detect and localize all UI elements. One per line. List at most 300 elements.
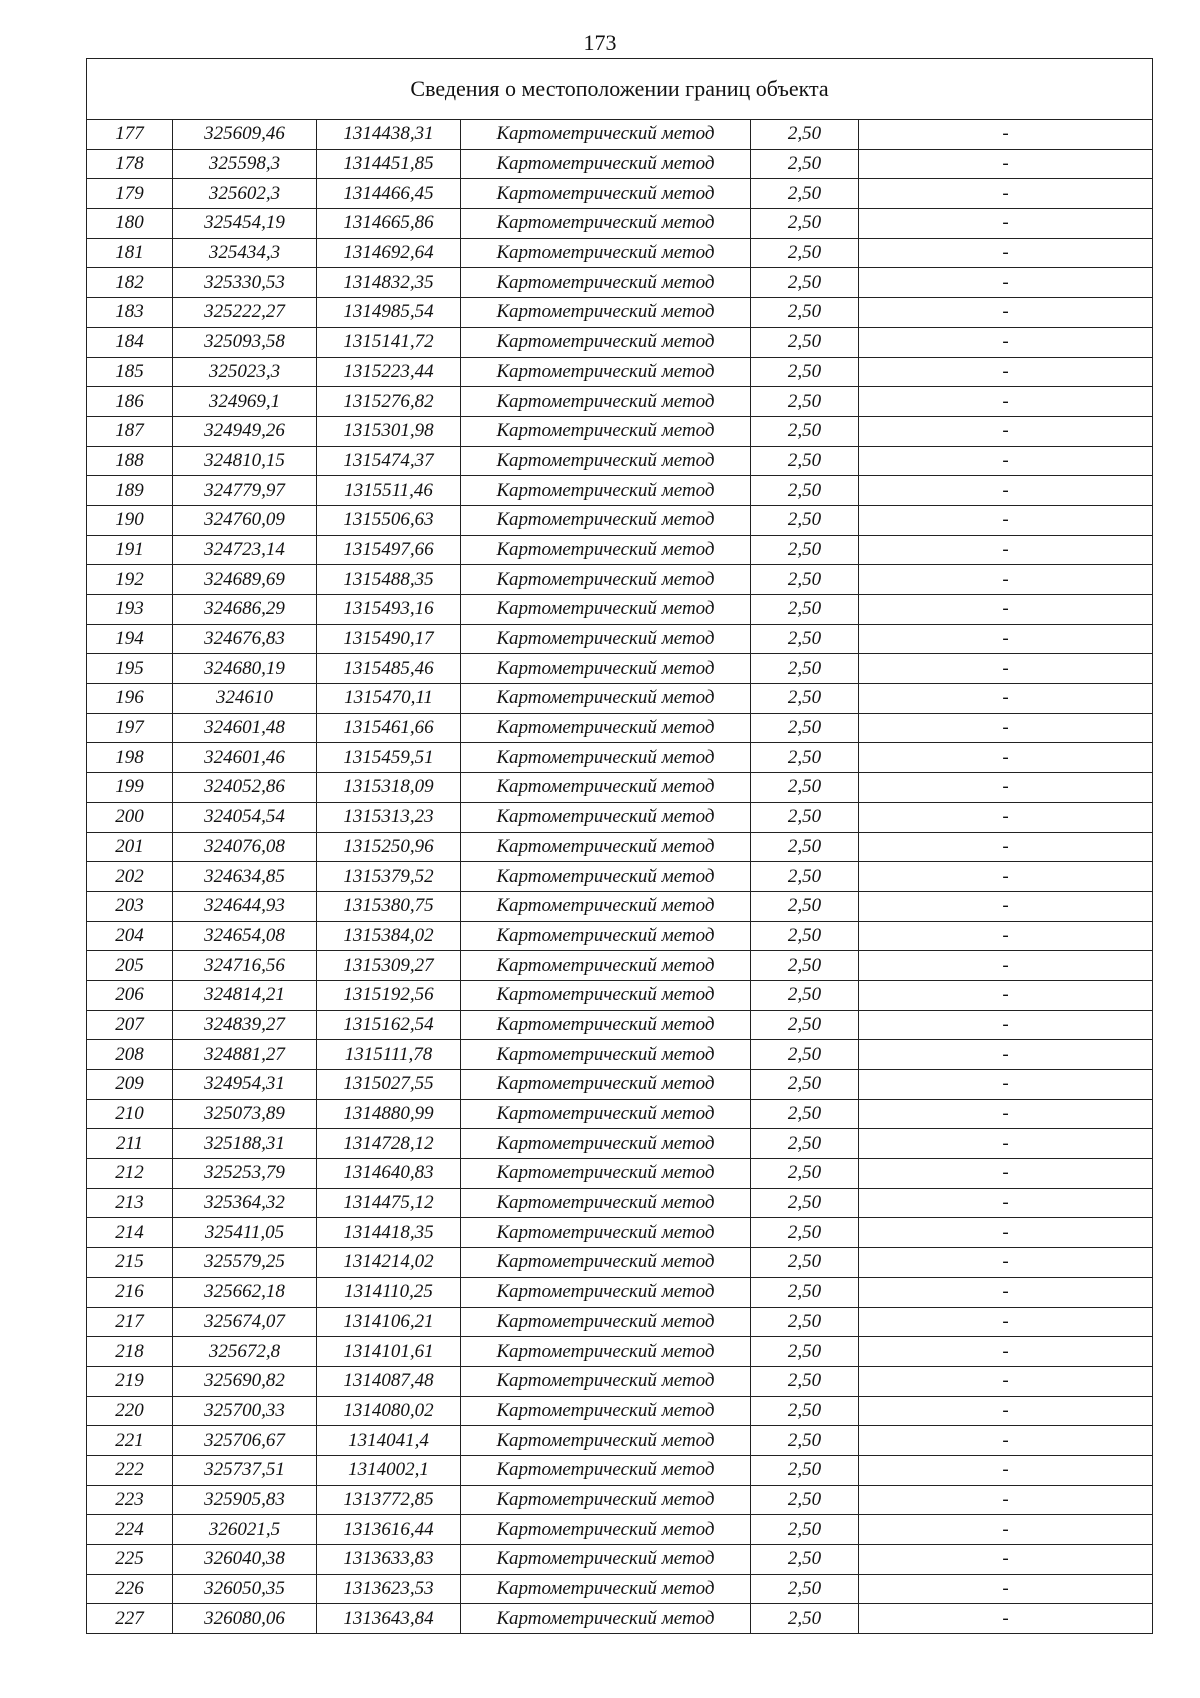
- method-cell: Картометрический метод: [461, 1129, 751, 1159]
- y-coordinate-cell: 1315511,46: [317, 476, 461, 506]
- y-coordinate-cell: 1314418,35: [317, 1218, 461, 1248]
- x-coordinate-cell: 325073,89: [173, 1099, 317, 1129]
- x-coordinate-cell: 325188,31: [173, 1129, 317, 1159]
- point-number-cell: 185: [87, 357, 173, 387]
- description-cell: -: [859, 980, 1153, 1010]
- point-number-cell: 196: [87, 684, 173, 714]
- point-number-cell: 216: [87, 1277, 173, 1307]
- x-coordinate-cell: 325330,53: [173, 268, 317, 298]
- y-coordinate-cell: 1315111,78: [317, 1040, 461, 1070]
- x-coordinate-cell: 325700,33: [173, 1396, 317, 1426]
- table-row: [87, 1099, 1153, 1129]
- x-coordinate-cell: 324676,83: [173, 624, 317, 654]
- table-row: [87, 1337, 1153, 1367]
- description-cell: -: [859, 624, 1153, 654]
- method-cell: Картометрический метод: [461, 1545, 751, 1575]
- point-number-cell: 187: [87, 416, 173, 446]
- x-coordinate-cell: 325598,3: [173, 149, 317, 179]
- point-number-cell: 180: [87, 209, 173, 239]
- accuracy-cell: 2,50: [751, 268, 859, 298]
- y-coordinate-cell: 1315485,46: [317, 654, 461, 684]
- y-coordinate-cell: 1315493,16: [317, 595, 461, 625]
- x-coordinate-cell: 324076,08: [173, 832, 317, 862]
- point-number-cell: 222: [87, 1455, 173, 1485]
- x-coordinate-cell: 324654,08: [173, 921, 317, 951]
- method-cell: Картометрический метод: [461, 505, 751, 535]
- y-coordinate-cell: 1315506,63: [317, 505, 461, 535]
- method-cell: Картометрический метод: [461, 179, 751, 209]
- accuracy-cell: 2,50: [751, 209, 859, 239]
- y-coordinate-cell: 1315223,44: [317, 357, 461, 387]
- y-coordinate-cell: 1315497,66: [317, 535, 461, 565]
- x-coordinate-cell: 324610: [173, 684, 317, 714]
- accuracy-cell: 2,50: [751, 387, 859, 417]
- x-coordinate-cell: 324723,14: [173, 535, 317, 565]
- x-coordinate-cell: 325905,83: [173, 1485, 317, 1515]
- point-number-cell: 210: [87, 1099, 173, 1129]
- point-number-cell: 199: [87, 773, 173, 803]
- accuracy-cell: 2,50: [751, 565, 859, 595]
- method-cell: Картометрический метод: [461, 327, 751, 357]
- table-row: [87, 684, 1153, 714]
- accuracy-cell: 2,50: [751, 1218, 859, 1248]
- accuracy-cell: 2,50: [751, 446, 859, 476]
- accuracy-cell: 2,50: [751, 1396, 859, 1426]
- x-coordinate-cell: 325434,3: [173, 238, 317, 268]
- x-coordinate-cell: 326050,35: [173, 1574, 317, 1604]
- table-row: [87, 951, 1153, 981]
- boundary-coordinates-table: [86, 58, 1153, 1634]
- x-coordinate-cell: 325706,67: [173, 1426, 317, 1456]
- method-cell: Картометрический метод: [461, 1337, 751, 1367]
- description-cell: -: [859, 1099, 1153, 1129]
- y-coordinate-cell: 1315384,02: [317, 921, 461, 951]
- y-coordinate-cell: 1315250,96: [317, 832, 461, 862]
- method-cell: Картометрический метод: [461, 802, 751, 832]
- y-coordinate-cell: 1314451,85: [317, 149, 461, 179]
- point-number-cell: 201: [87, 832, 173, 862]
- table-row: [87, 268, 1153, 298]
- accuracy-cell: 2,50: [751, 1485, 859, 1515]
- method-cell: Картометрический метод: [461, 1010, 751, 1040]
- x-coordinate-cell: 325672,8: [173, 1337, 317, 1367]
- x-coordinate-cell: 325662,18: [173, 1277, 317, 1307]
- point-number-cell: 189: [87, 476, 173, 506]
- y-coordinate-cell: 1314041,4: [317, 1426, 461, 1456]
- x-coordinate-cell: 324814,21: [173, 980, 317, 1010]
- description-cell: -: [859, 832, 1153, 862]
- table-row: [87, 654, 1153, 684]
- table-row: [87, 1426, 1153, 1456]
- y-coordinate-cell: 1315313,23: [317, 802, 461, 832]
- table-row: [87, 862, 1153, 892]
- method-cell: Картометрический метод: [461, 980, 751, 1010]
- accuracy-cell: 2,50: [751, 802, 859, 832]
- method-cell: Картометрический метод: [461, 1426, 751, 1456]
- description-cell: -: [859, 1396, 1153, 1426]
- y-coordinate-cell: 1315474,37: [317, 446, 461, 476]
- y-coordinate-cell: 1315027,55: [317, 1070, 461, 1100]
- table-row: [87, 832, 1153, 862]
- method-cell: Картометрический метод: [461, 209, 751, 239]
- y-coordinate-cell: 1315276,82: [317, 387, 461, 417]
- table-row: [87, 1485, 1153, 1515]
- x-coordinate-cell: 326021,5: [173, 1515, 317, 1545]
- x-coordinate-cell: 324686,29: [173, 595, 317, 625]
- accuracy-cell: 2,50: [751, 1040, 859, 1070]
- accuracy-cell: 2,50: [751, 624, 859, 654]
- table-row: [87, 120, 1153, 150]
- table-row: [87, 476, 1153, 506]
- table-row: [87, 1515, 1153, 1545]
- description-cell: -: [859, 1040, 1153, 1070]
- method-cell: Картометрический метод: [461, 1396, 751, 1426]
- table-row: [87, 1188, 1153, 1218]
- accuracy-cell: 2,50: [751, 238, 859, 268]
- description-cell: -: [859, 773, 1153, 803]
- accuracy-cell: 2,50: [751, 1277, 859, 1307]
- y-coordinate-cell: 1314640,83: [317, 1159, 461, 1189]
- table-row: [87, 921, 1153, 951]
- table-row: [87, 149, 1153, 179]
- accuracy-cell: 2,50: [751, 1159, 859, 1189]
- table-row: [87, 1248, 1153, 1278]
- point-number-cell: 207: [87, 1010, 173, 1040]
- y-coordinate-cell: 1314475,12: [317, 1188, 461, 1218]
- accuracy-cell: 2,50: [751, 149, 859, 179]
- y-coordinate-cell: 1315470,11: [317, 684, 461, 714]
- accuracy-cell: 2,50: [751, 416, 859, 446]
- method-cell: Картометрический метод: [461, 446, 751, 476]
- y-coordinate-cell: 1314466,45: [317, 179, 461, 209]
- y-coordinate-cell: 1313623,53: [317, 1574, 461, 1604]
- method-cell: Картометрический метод: [461, 1248, 751, 1278]
- description-cell: -: [859, 1455, 1153, 1485]
- description-cell: -: [859, 1426, 1153, 1456]
- description-cell: -: [859, 1574, 1153, 1604]
- method-cell: Картометрический метод: [461, 535, 751, 565]
- accuracy-cell: 2,50: [751, 327, 859, 357]
- description-cell: -: [859, 802, 1153, 832]
- method-cell: Картометрический метод: [461, 149, 751, 179]
- point-number-cell: 225: [87, 1545, 173, 1575]
- description-cell: -: [859, 357, 1153, 387]
- accuracy-cell: 2,50: [751, 743, 859, 773]
- accuracy-cell: 2,50: [751, 1070, 859, 1100]
- y-coordinate-cell: 1314106,21: [317, 1307, 461, 1337]
- y-coordinate-cell: 1313772,85: [317, 1485, 461, 1515]
- x-coordinate-cell: 324810,15: [173, 446, 317, 476]
- table-row: [87, 773, 1153, 803]
- table-row: [87, 179, 1153, 209]
- x-coordinate-cell: 325253,79: [173, 1159, 317, 1189]
- table-row: [87, 565, 1153, 595]
- point-number-cell: 203: [87, 891, 173, 921]
- point-number-cell: 186: [87, 387, 173, 417]
- accuracy-cell: 2,50: [751, 505, 859, 535]
- y-coordinate-cell: 1314087,48: [317, 1366, 461, 1396]
- point-number-cell: 218: [87, 1337, 173, 1367]
- x-coordinate-cell: 324760,09: [173, 505, 317, 535]
- x-coordinate-cell: 325674,07: [173, 1307, 317, 1337]
- table-row: [87, 1159, 1153, 1189]
- table-row: [87, 416, 1153, 446]
- description-cell: -: [859, 1188, 1153, 1218]
- y-coordinate-cell: 1315380,75: [317, 891, 461, 921]
- point-number-cell: 195: [87, 654, 173, 684]
- description-cell: -: [859, 1277, 1153, 1307]
- description-cell: -: [859, 565, 1153, 595]
- accuracy-cell: 2,50: [751, 1129, 859, 1159]
- point-number-cell: 177: [87, 120, 173, 150]
- table-row: [87, 357, 1153, 387]
- y-coordinate-cell: 1314692,64: [317, 238, 461, 268]
- point-number-cell: 182: [87, 268, 173, 298]
- accuracy-cell: 2,50: [751, 535, 859, 565]
- method-cell: Картометрический метод: [461, 773, 751, 803]
- point-number-cell: 179: [87, 179, 173, 209]
- y-coordinate-cell: 1314110,25: [317, 1277, 461, 1307]
- x-coordinate-cell: 325579,25: [173, 1248, 317, 1278]
- method-cell: Картометрический метод: [461, 1515, 751, 1545]
- description-cell: -: [859, 1248, 1153, 1278]
- method-cell: Картометрический метод: [461, 1188, 751, 1218]
- table-row: [87, 1307, 1153, 1337]
- description-cell: -: [859, 891, 1153, 921]
- x-coordinate-cell: 324839,27: [173, 1010, 317, 1040]
- point-number-cell: 213: [87, 1188, 173, 1218]
- table-row: [87, 802, 1153, 832]
- description-cell: -: [859, 387, 1153, 417]
- description-cell: -: [859, 654, 1153, 684]
- x-coordinate-cell: 324054,54: [173, 802, 317, 832]
- description-cell: -: [859, 209, 1153, 239]
- point-number-cell: 193: [87, 595, 173, 625]
- point-number-cell: 192: [87, 565, 173, 595]
- point-number-cell: 198: [87, 743, 173, 773]
- description-cell: -: [859, 862, 1153, 892]
- description-cell: -: [859, 743, 1153, 773]
- x-coordinate-cell: 324689,69: [173, 565, 317, 595]
- accuracy-cell: 2,50: [751, 1337, 859, 1367]
- accuracy-cell: 2,50: [751, 951, 859, 981]
- x-coordinate-cell: 325222,27: [173, 298, 317, 328]
- method-cell: Картометрический метод: [461, 832, 751, 862]
- description-cell: -: [859, 535, 1153, 565]
- x-coordinate-cell: 325364,32: [173, 1188, 317, 1218]
- point-number-cell: 206: [87, 980, 173, 1010]
- accuracy-cell: 2,50: [751, 1455, 859, 1485]
- table-title-row: [87, 59, 1153, 120]
- point-number-cell: 209: [87, 1070, 173, 1100]
- method-cell: Картометрический метод: [461, 1277, 751, 1307]
- x-coordinate-cell: 324644,93: [173, 891, 317, 921]
- description-cell: -: [859, 298, 1153, 328]
- table-row: [87, 505, 1153, 535]
- method-cell: Картометрический метод: [461, 1574, 751, 1604]
- method-cell: Картометрический метод: [461, 387, 751, 417]
- y-coordinate-cell: 1314438,31: [317, 120, 461, 150]
- description-cell: -: [859, 1337, 1153, 1367]
- accuracy-cell: 2,50: [751, 713, 859, 743]
- point-number-cell: 181: [87, 238, 173, 268]
- accuracy-cell: 2,50: [751, 476, 859, 506]
- description-cell: -: [859, 951, 1153, 981]
- method-cell: Картометрический метод: [461, 1366, 751, 1396]
- x-coordinate-cell: 326040,38: [173, 1545, 317, 1575]
- table-row: [87, 535, 1153, 565]
- x-coordinate-cell: 324601,48: [173, 713, 317, 743]
- table-row: [87, 1604, 1153, 1634]
- x-coordinate-cell: 324954,31: [173, 1070, 317, 1100]
- point-number-cell: 184: [87, 327, 173, 357]
- table-row: [87, 624, 1153, 654]
- method-cell: Картометрический метод: [461, 862, 751, 892]
- x-coordinate-cell: 325737,51: [173, 1455, 317, 1485]
- description-cell: -: [859, 595, 1153, 625]
- point-number-cell: 205: [87, 951, 173, 981]
- table-body: [87, 120, 1153, 1634]
- method-cell: Картометрический метод: [461, 921, 751, 951]
- accuracy-cell: 2,50: [751, 921, 859, 951]
- x-coordinate-cell: 326080,06: [173, 1604, 317, 1634]
- description-cell: -: [859, 120, 1153, 150]
- y-coordinate-cell: 1314214,02: [317, 1248, 461, 1278]
- table-row: [87, 1455, 1153, 1485]
- page-number: 173: [583, 30, 617, 55]
- point-number-cell: 226: [87, 1574, 173, 1604]
- y-coordinate-cell: 1315379,52: [317, 862, 461, 892]
- y-coordinate-cell: 1315490,17: [317, 624, 461, 654]
- point-number-cell: 220: [87, 1396, 173, 1426]
- method-cell: Картометрический метод: [461, 1070, 751, 1100]
- x-coordinate-cell: 324779,97: [173, 476, 317, 506]
- method-cell: Картометрический метод: [461, 1099, 751, 1129]
- accuracy-cell: 2,50: [751, 1099, 859, 1129]
- accuracy-cell: 2,50: [751, 1010, 859, 1040]
- accuracy-cell: 2,50: [751, 891, 859, 921]
- accuracy-cell: 2,50: [751, 120, 859, 150]
- accuracy-cell: 2,50: [751, 1248, 859, 1278]
- accuracy-cell: 2,50: [751, 1545, 859, 1575]
- accuracy-cell: 2,50: [751, 654, 859, 684]
- description-cell: -: [859, 1515, 1153, 1545]
- point-number-cell: 190: [87, 505, 173, 535]
- y-coordinate-cell: 1314985,54: [317, 298, 461, 328]
- table-row: [87, 891, 1153, 921]
- table-row: [87, 1070, 1153, 1100]
- accuracy-cell: 2,50: [751, 1307, 859, 1337]
- y-coordinate-cell: 1315192,56: [317, 980, 461, 1010]
- y-coordinate-cell: 1314080,02: [317, 1396, 461, 1426]
- table-row: [87, 1574, 1153, 1604]
- method-cell: Картометрический метод: [461, 120, 751, 150]
- table-row: [87, 1218, 1153, 1248]
- table-row: [87, 238, 1153, 268]
- y-coordinate-cell: 1315459,51: [317, 743, 461, 773]
- accuracy-cell: 2,50: [751, 1426, 859, 1456]
- description-cell: -: [859, 713, 1153, 743]
- accuracy-cell: 2,50: [751, 832, 859, 862]
- y-coordinate-cell: 1313616,44: [317, 1515, 461, 1545]
- accuracy-cell: 2,50: [751, 298, 859, 328]
- table-row: [87, 209, 1153, 239]
- x-coordinate-cell: 324949,26: [173, 416, 317, 446]
- point-number-cell: 217: [87, 1307, 173, 1337]
- x-coordinate-cell: 324969,1: [173, 387, 317, 417]
- description-cell: -: [859, 1129, 1153, 1159]
- method-cell: Картометрический метод: [461, 476, 751, 506]
- method-cell: Картометрический метод: [461, 624, 751, 654]
- method-cell: Картометрический метод: [461, 1604, 751, 1634]
- x-coordinate-cell: 324716,56: [173, 951, 317, 981]
- method-cell: Картометрический метод: [461, 1040, 751, 1070]
- y-coordinate-cell: 1313633,83: [317, 1545, 461, 1575]
- table-row: [87, 298, 1153, 328]
- accuracy-cell: 2,50: [751, 595, 859, 625]
- method-cell: Картометрический метод: [461, 268, 751, 298]
- method-cell: Картометрический метод: [461, 743, 751, 773]
- accuracy-cell: 2,50: [751, 1188, 859, 1218]
- y-coordinate-cell: 1314101,61: [317, 1337, 461, 1367]
- accuracy-cell: 2,50: [751, 1604, 859, 1634]
- y-coordinate-cell: 1315488,35: [317, 565, 461, 595]
- point-number-cell: 224: [87, 1515, 173, 1545]
- point-number-cell: 221: [87, 1426, 173, 1456]
- description-cell: -: [859, 1604, 1153, 1634]
- description-cell: -: [859, 327, 1153, 357]
- point-number-cell: 183: [87, 298, 173, 328]
- method-cell: Картометрический метод: [461, 713, 751, 743]
- y-coordinate-cell: 1315162,54: [317, 1010, 461, 1040]
- x-coordinate-cell: 325023,3: [173, 357, 317, 387]
- description-cell: -: [859, 1010, 1153, 1040]
- x-coordinate-cell: 325093,58: [173, 327, 317, 357]
- description-cell: -: [859, 1159, 1153, 1189]
- description-cell: -: [859, 684, 1153, 714]
- accuracy-cell: 2,50: [751, 773, 859, 803]
- point-number-cell: 197: [87, 713, 173, 743]
- table-row: [87, 1129, 1153, 1159]
- point-number-cell: 215: [87, 1248, 173, 1278]
- method-cell: Картометрический метод: [461, 1307, 751, 1337]
- description-cell: -: [859, 268, 1153, 298]
- description-cell: -: [859, 179, 1153, 209]
- description-cell: -: [859, 1366, 1153, 1396]
- method-cell: Картометрический метод: [461, 416, 751, 446]
- table-row: [87, 1366, 1153, 1396]
- point-number-cell: 191: [87, 535, 173, 565]
- method-cell: Картометрический метод: [461, 1218, 751, 1248]
- description-cell: -: [859, 1485, 1153, 1515]
- table-row: [87, 980, 1153, 1010]
- table-row: [87, 1010, 1153, 1040]
- y-coordinate-cell: 1315141,72: [317, 327, 461, 357]
- point-number-cell: 219: [87, 1366, 173, 1396]
- accuracy-cell: 2,50: [751, 1574, 859, 1604]
- accuracy-cell: 2,50: [751, 357, 859, 387]
- table-row: [87, 595, 1153, 625]
- description-cell: -: [859, 476, 1153, 506]
- point-number-cell: 211: [87, 1129, 173, 1159]
- method-cell: Картометрический метод: [461, 891, 751, 921]
- method-cell: Картометрический метод: [461, 357, 751, 387]
- description-cell: -: [859, 1307, 1153, 1337]
- method-cell: Картометрический метод: [461, 654, 751, 684]
- y-coordinate-cell: 1315301,98: [317, 416, 461, 446]
- method-cell: Картометрический метод: [461, 238, 751, 268]
- x-coordinate-cell: 324052,86: [173, 773, 317, 803]
